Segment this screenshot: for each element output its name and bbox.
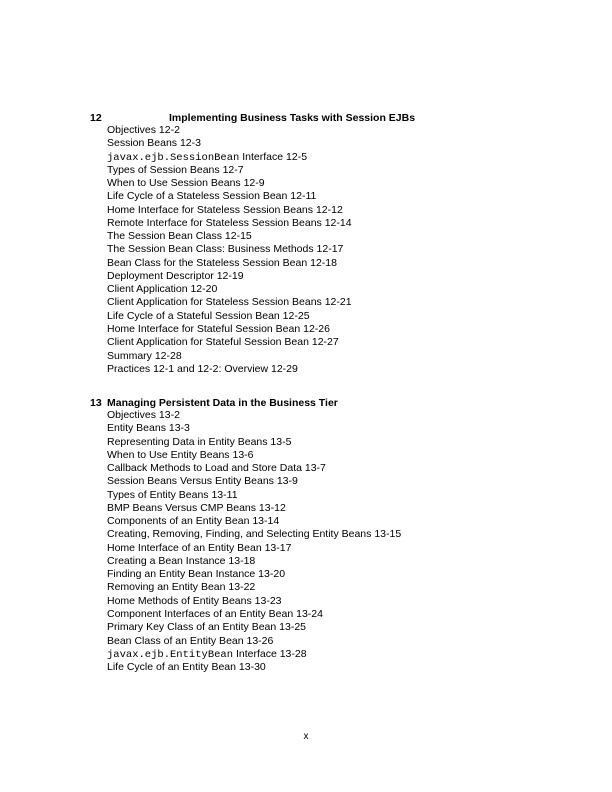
toc-entry-text: Interface 12-5: [239, 150, 308, 163]
chapter-13-title: Managing Persistent Data in the Business Tier: [107, 397, 338, 409]
toc-entry-text: Client Application for Stateful Session Bean 12-27: [107, 336, 339, 349]
toc-entry-text: When to Use Session Beans 12-9: [107, 177, 265, 190]
toc-entry-text: Life Cycle of a Stateful Session Bean 12-25: [107, 309, 310, 322]
toc-entry-code: javax.ejb.EntityBean: [107, 648, 234, 661]
toc-entry[interactable]: [107, 528, 401, 541]
toc-entry-text: Component Interfaces of an Entity Bean 13-24: [107, 607, 323, 620]
toc-entry-text: Finding an Entity Bean Instance 13-20: [107, 568, 286, 581]
toc-entry-text: Callback Methods to Load and Store Data 13-7: [107, 462, 326, 475]
toc-entry[interactable]: [107, 190, 352, 203]
chapter-12-toc: [107, 124, 352, 376]
toc-entry[interactable]: [107, 475, 401, 488]
toc-entry[interactable]: [107, 661, 401, 674]
toc-entry[interactable]: [107, 462, 401, 475]
toc-entry[interactable]: [107, 409, 401, 422]
toc-entry[interactable]: [107, 310, 352, 323]
toc-entry[interactable]: [107, 124, 352, 137]
chapter-12-title: Implementing Business Tasks with Session EJBs: [169, 112, 416, 124]
toc-entry-text: Objectives 12-2: [107, 124, 180, 136]
toc-entry[interactable]: [107, 323, 352, 336]
toc-entry[interactable]: [107, 621, 401, 634]
toc-entry[interactable]: [107, 436, 401, 449]
chapter-13-toc: [107, 409, 401, 674]
toc-entry-text: Home Methods of Entity Beans 13-23: [107, 594, 282, 607]
toc-entry[interactable]: [107, 449, 401, 462]
toc-entry-text: Removing an Entity Bean 13-22: [107, 581, 256, 594]
toc-entry[interactable]: [107, 363, 352, 376]
toc-entry-text: Primary Key Class of an Entity Bean 13-25: [107, 621, 307, 634]
chapter-13-number: 13: [90, 397, 102, 409]
toc-entry[interactable]: [107, 164, 352, 177]
toc-entry-text: Bean Class of an Entity Bean 13-26: [107, 634, 274, 647]
toc-entry-text: Home Interface for Stateful Session Bean 12-26: [107, 322, 330, 335]
toc-entry-text: When to Use Entity Beans 13-6: [107, 448, 254, 461]
toc-entry[interactable]: [107, 151, 352, 164]
toc-entry-text: Types of Session Beans 12-7: [107, 163, 244, 176]
toc-entry[interactable]: [107, 350, 352, 363]
toc-entry-text: The Session Bean Class 12-15: [107, 230, 252, 243]
toc-entry[interactable]: [107, 542, 401, 555]
toc-entry-text: Entity Beans 13-3: [107, 422, 190, 435]
toc-entry-text: Types of Entity Beans 13-11: [107, 488, 238, 501]
toc-entry-text: Creating a Bean Instance 13-18: [107, 554, 256, 567]
toc-entry[interactable]: [107, 230, 352, 243]
toc-entry-text: Life Cycle of a Stateless Session Bean 12-11: [107, 190, 317, 203]
toc-entry-text: Home Interface of an Entity Bean 13-17: [107, 541, 292, 554]
toc-entry[interactable]: [107, 648, 401, 661]
toc-entry-text: Deployment Descriptor 12-19: [107, 269, 244, 282]
toc-entry[interactable]: [107, 489, 401, 502]
toc-entry-text: Home Interface for Stateless Session Beans 12-12: [107, 203, 343, 216]
toc-entry-text: Session Beans Versus Entity Beans 13-9: [107, 475, 298, 488]
toc-entry[interactable]: [107, 283, 352, 296]
toc-entry-text: Bean Class for the Stateless Session Bean 12-18: [107, 256, 337, 269]
toc-entry[interactable]: [107, 502, 401, 515]
toc-entry[interactable]: [107, 608, 401, 621]
toc-entry-text: Practices 12-1 and 12-2: Overview 12-29: [107, 362, 298, 375]
toc-entry[interactable]: [107, 635, 401, 648]
toc-entry[interactable]: [107, 270, 352, 283]
toc-entry[interactable]: [107, 555, 401, 568]
toc-entry-text: Components of an Entity Bean 13-14: [107, 515, 280, 528]
toc-entry-code: javax.ejb.SessionBean: [107, 151, 240, 164]
toc-entry[interactable]: [107, 336, 352, 349]
toc-entry[interactable]: [107, 568, 401, 581]
toc-entry-text: Client Application 12-20: [107, 283, 218, 296]
toc-entry-text: Life Cycle of an Entity Bean 13-30: [107, 661, 266, 674]
chapter-12-number: 12: [90, 112, 102, 124]
toc-entry[interactable]: [107, 204, 352, 217]
toc-entry-text: Summary 12-28: [107, 349, 182, 362]
toc-entry[interactable]: [107, 137, 352, 150]
toc-entry-text: Client Application for Stateless Session Beans 12-21: [107, 296, 352, 309]
toc-entry-text: Creating, Removing, Finding, and Selecting Entity Beans 13-15: [107, 528, 402, 541]
toc-entry[interactable]: [107, 296, 352, 309]
toc-entry[interactable]: [107, 581, 401, 594]
toc-entry-text: Objectives 13-2: [107, 409, 180, 421]
toc-entry-text: BMP Beans Versus CMP Beans 13-12: [107, 501, 286, 514]
toc-entry[interactable]: [107, 217, 352, 230]
toc-entry-text: Interface 13-28: [233, 647, 307, 660]
toc-entry[interactable]: [107, 422, 401, 435]
toc-entry-text: Session Beans 12-3: [107, 137, 201, 150]
toc-entry[interactable]: [107, 257, 352, 270]
toc-entry[interactable]: [107, 595, 401, 608]
toc-entry-text: Remote Interface for Stateless Session Beans 12-14: [107, 216, 352, 229]
toc-entry[interactable]: [107, 177, 352, 190]
toc-entry-text: The Session Bean Class: Business Methods 12-17: [107, 243, 344, 256]
page-number: x: [303, 731, 309, 742]
toc-entry[interactable]: [107, 243, 352, 256]
toc-entry[interactable]: [107, 515, 401, 528]
toc-entry-text: Representing Data in Entity Beans 13-5: [107, 435, 292, 448]
